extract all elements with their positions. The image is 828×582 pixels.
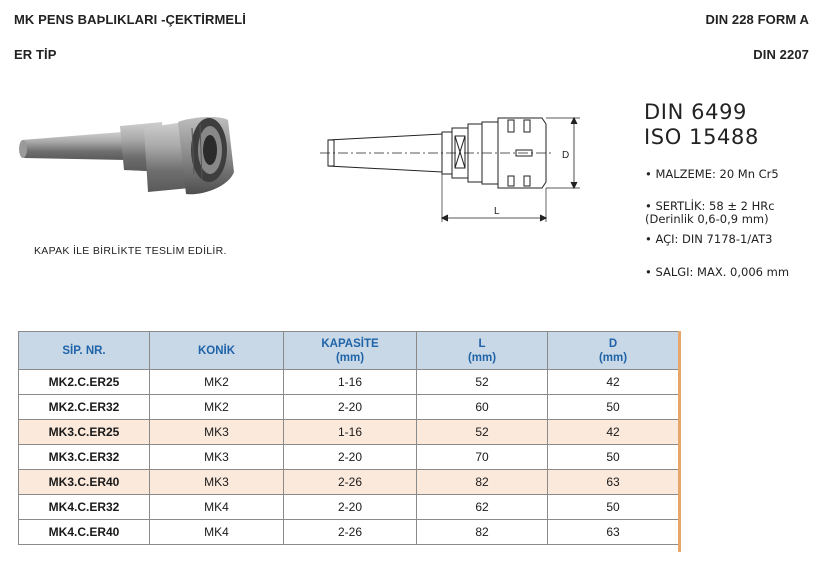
table-edge-accent: [678, 331, 681, 552]
table-row: MK3.C.ER25 MK3 1-16 52 42: [19, 420, 679, 445]
spec-angle: • AÇI: DIN 7178-1/AT3: [645, 232, 773, 246]
header-length: L (mm): [417, 332, 548, 370]
standard-din-228: DIN 228 FORM A: [705, 12, 809, 27]
header-diameter: D (mm): [548, 332, 679, 370]
standard-din-2207: DIN 2207: [753, 47, 809, 62]
table-header-row: [19, 332, 679, 370]
standard-iso-15488: ISO 15488: [644, 125, 759, 149]
page-title: MK PENS BAÞLIKLARI -ÇEKTİRMELİ: [14, 12, 246, 27]
dimension-d-label: D: [562, 150, 570, 161]
header-taper: KONİK: [150, 332, 284, 370]
spec-hardness-value: • SERTLİK: 58 ± 2 HRc: [645, 199, 775, 213]
table-row: MK4.C.ER40 MK4 2-26 82 63: [19, 520, 679, 545]
technical-drawing: [318, 110, 580, 228]
dimension-l-label: L: [494, 206, 500, 217]
header-capacity: KAPASİTE (mm): [284, 332, 417, 370]
product-table: [18, 331, 679, 545]
table-row: MK2.C.ER32 MK2 2-20 60 50: [19, 395, 679, 420]
spec-hardness-depth: (Derinlik 0,6-0,9 mm): [645, 212, 769, 226]
tool-holder-photo: [14, 108, 258, 232]
table-row: MK3.C.ER40 MK3 2-26 82 63: [19, 470, 679, 495]
delivery-note: KAPAK İLE BİRLİKTE TESLİM EDİLİR.: [34, 245, 227, 257]
header-order-no: SİP. NR.: [19, 332, 150, 370]
table-row: MK3.C.ER32 MK3 2-20 70 50: [19, 445, 679, 470]
table-row: MK4.C.ER32 MK4 2-20 62 50: [19, 495, 679, 520]
spec-runout: • SALGI: MAX. 0,006 mm: [645, 265, 790, 279]
table-row: MK2.C.ER25 MK2 1-16 52 42: [19, 370, 679, 395]
spec-hardness: [645, 200, 775, 226]
page-subtitle: ER TİP: [14, 47, 57, 62]
spec-material: • MALZEME: 20 Mn Cr5: [645, 167, 779, 181]
standard-din-6499: DIN 6499: [644, 100, 747, 124]
